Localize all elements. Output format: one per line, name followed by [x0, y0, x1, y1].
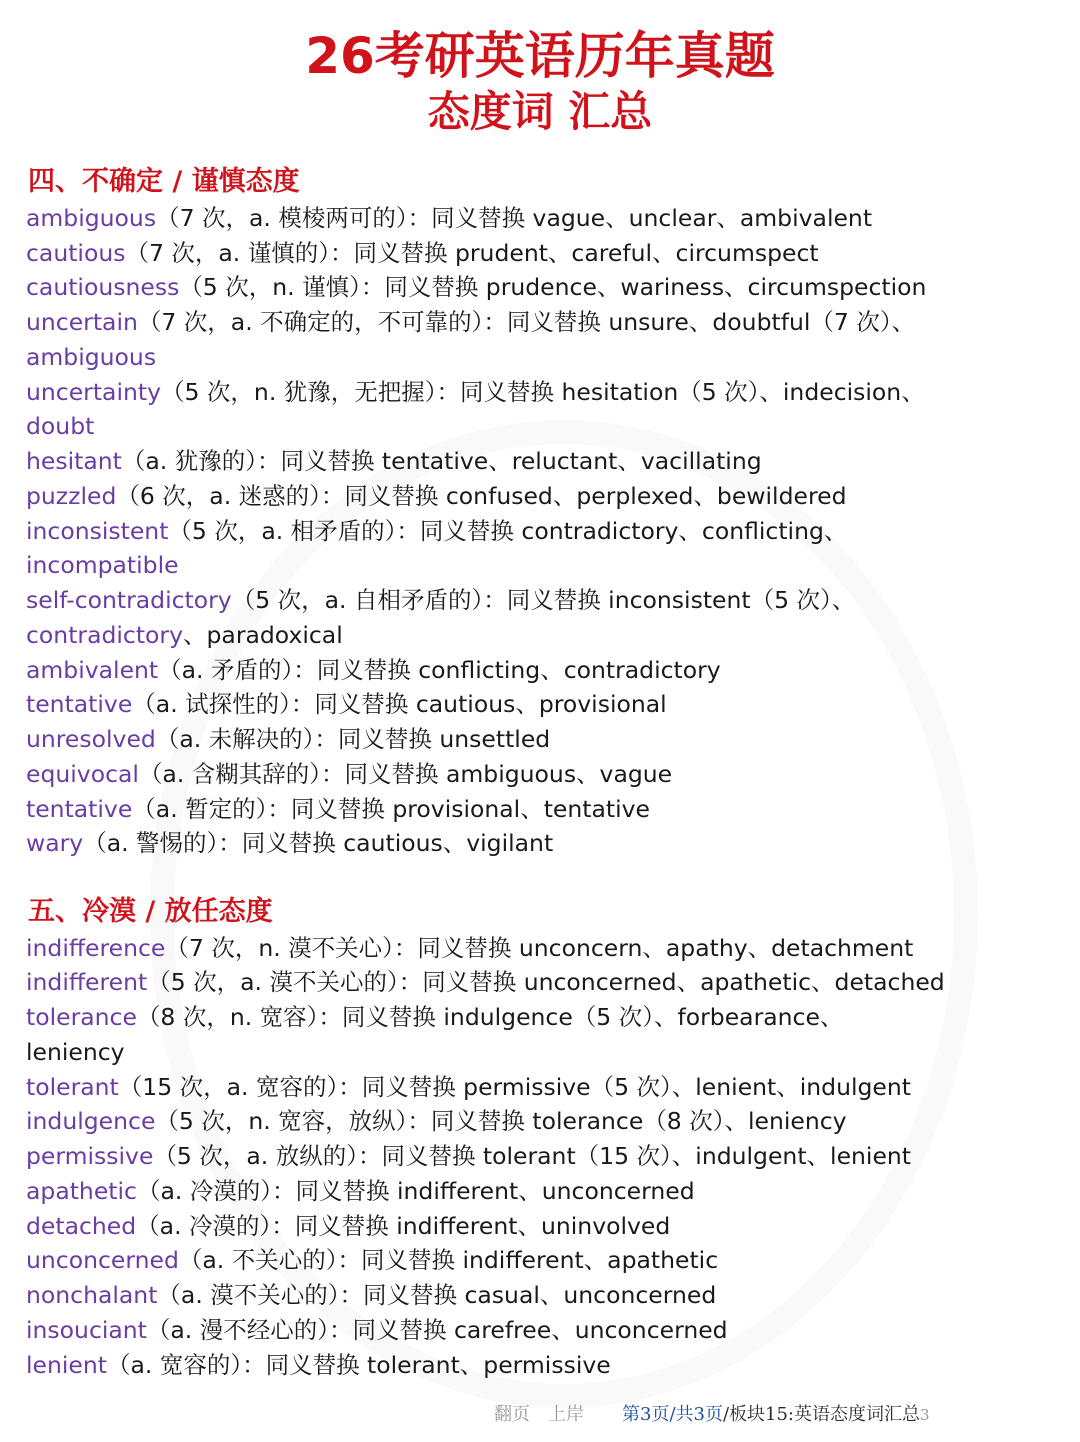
- vocab-entry-continuation: [26, 340, 1066, 375]
- page-subtitle: 态度词 汇总: [427, 87, 653, 136]
- vocab-word: tentative: [26, 690, 133, 718]
- page-title: 26考研英语历年真题: [305, 27, 775, 85]
- section-heading-uncertain: 四、不确定 / 谨慎态度: [28, 166, 300, 197]
- flip-page-link[interactable]: 翻页: [494, 1404, 530, 1425]
- vocab-definition: （7 次，a. 模棱两可的）：同义替换 vague、unclear、ambivalent: [156, 204, 873, 232]
- vocab-entry: [26, 201, 1066, 236]
- vocab-entry: [26, 514, 1066, 549]
- vocab-definition: （a. 未解决的）：同义替换 unsettled: [155, 725, 551, 753]
- vocab-entry: [26, 687, 1066, 722]
- vocab-word: inconsistent: [26, 517, 169, 545]
- vocab-word: indifference: [26, 934, 166, 962]
- vocab-definition: （a. 冷漠的）：同义替换 indifferent、uninvolved: [136, 1212, 671, 1240]
- vocab-word: hesitant: [26, 447, 122, 475]
- page-count: 第3页/共3页: [622, 1404, 723, 1425]
- vocab-entry: [26, 270, 1066, 305]
- vocab-entry: [26, 1209, 1066, 1244]
- vocab-definition: （7 次，a. 不确定的，不可靠的）：同义替换 unsure、doubtful（7 次）、: [137, 308, 916, 336]
- vocab-definition: （a. 不关心的）：同义替换 indifferent、apathetic: [178, 1246, 719, 1274]
- vocab-definition: （7 次，n. 漠不关心）：同义替换 unconcern、apathy、detachment: [165, 934, 914, 962]
- vocab-word: cautiousness: [26, 273, 180, 301]
- vocab-entry: [26, 1104, 1066, 1139]
- vocab-definition: （5 次，n. 宽容，放纵）：同义替换 tolerance（8 次）、leniency: [155, 1107, 847, 1135]
- vocab-word: nonchalant: [26, 1281, 158, 1309]
- vocab-entry: [26, 1174, 1066, 1209]
- footer-label: 上岸: [548, 1404, 584, 1425]
- vocab-entry: [26, 757, 1066, 792]
- vocab-definition: （a. 矛盾的）：同义替换 conflicting、contradictory: [158, 656, 721, 684]
- page-indicator: [622, 1403, 930, 1427]
- vocab-entry: [26, 826, 1066, 861]
- vocab-entry: [26, 305, 1066, 340]
- vocab-word: tentative: [26, 795, 133, 823]
- vocab-definition: （a. 宽容的）：同义替换 tolerant、permissive: [106, 1351, 611, 1379]
- vocab-word: tolerance: [26, 1003, 137, 1031]
- vocab-word: unconcerned: [26, 1246, 179, 1274]
- vocab-entry: [26, 375, 1066, 410]
- vocab-word: unresolved: [26, 725, 156, 753]
- vocab-word: apathetic: [26, 1177, 137, 1205]
- vocab-word: uncertainty: [26, 378, 161, 406]
- vocab-definition: （5 次，n. 谨慎）：同义替换 prudence、wariness、circumspection: [179, 273, 927, 301]
- vocab-entry: [26, 931, 1066, 966]
- vocab-entry: [26, 1243, 1066, 1278]
- vocab-entry-continuation: [26, 1035, 1066, 1070]
- vocab-entry: [26, 1139, 1066, 1174]
- vocab-definition: （7 次，a. 谨慎的）：同义替换 prudent、careful、circumspect: [125, 239, 819, 267]
- vocab-definition: leniency: [26, 1038, 125, 1066]
- vocab-definition: （a. 漫不经心的）：同义替换 carefree、unconcerned: [146, 1316, 728, 1344]
- vocab-definition: 、paradoxical: [183, 621, 343, 649]
- vocab-entry: [26, 653, 1066, 688]
- vocab-word: incompatible: [26, 551, 179, 579]
- vocab-entry-continuation: [26, 548, 1066, 583]
- vocab-word: self-contradictory: [26, 586, 232, 614]
- vocab-entry: [26, 444, 1066, 479]
- vocab-entry: [26, 965, 1066, 1000]
- vocab-word: doubt: [26, 412, 95, 440]
- vocab-definition: （a. 犹豫的）：同义替换 tentative、reluctant、vacillating: [121, 447, 762, 475]
- vocab-definition: （5 次，a. 相矛盾的）：同义替换 contradictory、conflicting、: [168, 517, 848, 545]
- vocab-entry: [26, 1070, 1066, 1105]
- vocab-definition: （5 次，a. 放纵的）：同义替换 tolerant（15 次）、indulgent、lenient: [153, 1142, 912, 1170]
- vocab-word: contradictory: [26, 621, 183, 649]
- vocab-entry: [26, 1348, 1066, 1383]
- section-heading-indifferent: 五、冷漠 / 放任态度: [28, 896, 273, 927]
- vocab-word: wary: [26, 829, 84, 857]
- vocab-word: ambivalent: [26, 656, 159, 684]
- vocab-definition: （a. 含糊其辞的）：同义替换 ambiguous、vague: [138, 760, 673, 788]
- vocab-word: indulgence: [26, 1107, 156, 1135]
- vocab-word: insouciant: [26, 1316, 147, 1344]
- page-footer: [0, 1403, 1080, 1427]
- vocab-word: tolerant: [26, 1073, 119, 1101]
- vocab-definition: （a. 试探性的）：同义替换 cautious、provisional: [132, 690, 667, 718]
- vocab-definition: （15 次，a. 宽容的）：同义替换 permissive（5 次）、lenient、indulgent: [118, 1073, 912, 1101]
- vocab-entry: [26, 722, 1066, 757]
- vocab-definition: （5 次，a. 漠不关心的）：同义替换 unconcerned、apathetic、detached: [147, 968, 945, 996]
- vocab-entry: [26, 236, 1066, 271]
- vocab-word: ambiguous: [26, 343, 157, 371]
- vocab-definition: （a. 冷漠的）：同义替换 indifferent、unconcerned: [136, 1177, 695, 1205]
- vocab-definition: （8 次，n. 宽容）：同义替换 indulgence（5 次）、forbearance、: [136, 1003, 844, 1031]
- vocab-word: cautious: [26, 239, 126, 267]
- vocab-word: equivocal: [26, 760, 139, 788]
- vocab-definition: （a. 漠不关心的）：同义替换 casual、unconcerned: [157, 1281, 717, 1309]
- vocab-entry: [26, 792, 1066, 827]
- page-number: 3: [920, 1406, 930, 1424]
- vocab-entry: [26, 583, 1066, 618]
- vocab-entry-continuation: [26, 409, 1066, 444]
- vocab-word: permissive: [26, 1142, 154, 1170]
- vocab-entry: [26, 1278, 1066, 1313]
- vocab-word: ambiguous: [26, 204, 157, 232]
- block-label: /板块15:英语态度词汇总: [722, 1404, 921, 1425]
- vocab-definition: （a. 警惕的）：同义替换 cautious、vigilant: [83, 829, 554, 857]
- vocab-definition: （6 次，a. 迷惑的）：同义替换 confused、perplexed、bewildered: [116, 482, 847, 510]
- vocab-word: indifferent: [26, 968, 148, 996]
- vocab-entry: [26, 479, 1066, 514]
- vocab-definition: （5 次，n. 犹豫，无把握）：同义替换 hesitation（5 次）、indecision、: [161, 378, 925, 406]
- vocab-word: puzzled: [26, 482, 117, 510]
- vocab-definition: （a. 暂定的）：同义替换 provisional、tentative: [132, 795, 650, 823]
- vocab-definition: （5 次，a. 自相矛盾的）：同义替换 inconsistent（5 次）、: [231, 586, 856, 614]
- vocab-word: lenient: [26, 1351, 107, 1379]
- vocab-entry: [26, 1000, 1066, 1035]
- vocab-word: detached: [26, 1212, 137, 1240]
- vocab-entry: [26, 1313, 1066, 1348]
- vocab-word: uncertain: [26, 308, 138, 336]
- vocab-entry-continuation: [26, 618, 1066, 653]
